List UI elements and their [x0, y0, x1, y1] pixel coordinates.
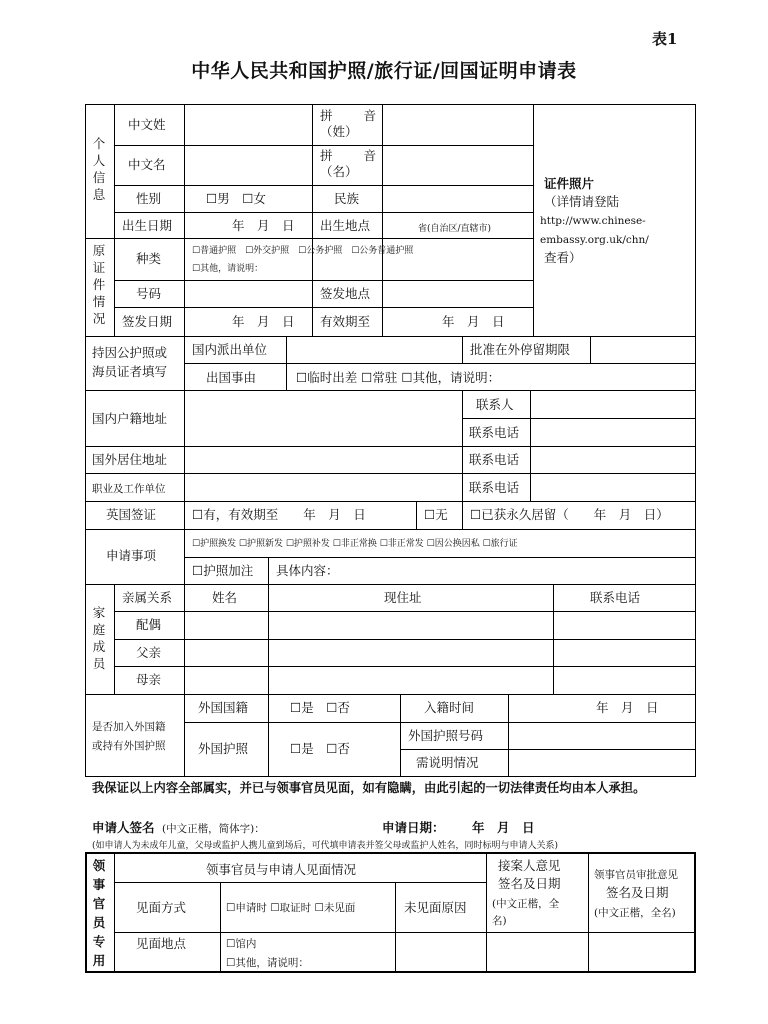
contact-phone-label-2: 联系电话	[469, 452, 520, 467]
receiver-note-2: 名)	[492, 915, 507, 927]
naturalization-date-format[interactable]: 年 月 日	[596, 700, 659, 715]
doc-type-label: 种类	[136, 251, 162, 266]
uk-visa-permanent-option[interactable]: ☐已获永久居留（ 年 月 日）	[470, 507, 669, 522]
given-cn-label: 中文名	[128, 157, 166, 172]
issue-place-label: 签发地点	[320, 286, 371, 301]
official-label-2: 海员证者填写	[92, 364, 168, 379]
signature-label: 申请人签名	[92, 820, 155, 835]
foreign-nationality-options[interactable]: ☐是 ☐否	[290, 700, 350, 715]
doc-type-options[interactable]: ☐普通护照 ☐外交护照 ☐公务护照 ☐公务普通护照	[192, 246, 414, 256]
pinyin-surname-label: 拼 音（姓）	[320, 108, 376, 139]
contact-phone-label-1: 联系电话	[469, 425, 520, 440]
application-options[interactable]: ☐护照换发 ☐护照新发 ☐护照补发 ☐非正常换 ☐非正常发 ☐因公换因私 ☐旅行证	[192, 539, 518, 549]
meeting-place-inside-option[interactable]: ☐馆内	[226, 938, 257, 950]
mother-label: 母亲	[136, 672, 162, 687]
issue-date-format[interactable]: 年 月 日	[232, 314, 295, 329]
approver-signature-label: 签名及日期	[606, 885, 669, 900]
dispatch-unit-label: 国内派出单位	[192, 342, 268, 357]
meeting-method-label: 见面方式	[136, 900, 187, 915]
foreign-passport-no-label: 外国护照号码	[408, 728, 484, 743]
meeting-place-label: 见面地点	[136, 936, 187, 951]
work-unit-label: 职业及工作单位	[92, 483, 166, 495]
birth-date-format[interactable]: 年 月 日	[232, 218, 295, 233]
uk-visa-has-option[interactable]: ☐有，有效期至 年 月 日	[192, 507, 366, 522]
gender-label: 性别	[136, 191, 162, 206]
contact-person-label: 联系人	[476, 397, 514, 412]
endorse-option[interactable]: ☐护照加注	[192, 563, 254, 578]
reason-label: 出国事由	[206, 370, 257, 385]
application-label: 申请事项	[106, 548, 157, 563]
photo-url-2: embassy.org.uk/chn/	[540, 234, 649, 246]
gender-options[interactable]: ☐男 ☐女	[206, 191, 266, 206]
approver-note: (中文正楷，全名)	[594, 907, 676, 919]
birth-place-label: 出生地点	[320, 218, 371, 233]
family-section-label: 家庭成员	[92, 605, 106, 671]
receiver-opinion-label: 接案人意见	[498, 858, 561, 873]
address-header: 现住址	[384, 590, 422, 605]
photo-note-2: 查看）	[544, 250, 582, 265]
foreign-nationality-label: 外国国籍	[198, 700, 249, 715]
personal-section-label: 个人信息	[92, 136, 106, 202]
photo-note-1: （详情请登陆	[544, 194, 620, 209]
photo-title: 证件照片	[544, 176, 595, 191]
table-number: 表1	[652, 30, 678, 48]
doc-type-other[interactable]: ☐其他，请说明：	[192, 264, 264, 274]
phone-header: 联系电话	[590, 590, 641, 605]
minor-note: (如申请人为未成年儿童，父母或监护人携儿童到场后，可代填申请表并签父母或监护人姓名，同时标明与申请人关系)	[92, 841, 559, 851]
form-title: 中华人民共和国护照/旅行证/回国证明申请表	[191, 60, 577, 82]
pinyin-given-label: 拼 音（名）	[320, 148, 376, 179]
foreign-address-label: 国外居住地址	[92, 452, 168, 467]
signature-note: (中文正楷，简体字)：	[162, 823, 265, 835]
ethnicity-label: 民族	[334, 191, 360, 206]
birth-place-format: 省(自治区/直辖市)	[418, 224, 492, 234]
receiver-signature-label: 签名及日期	[498, 876, 561, 891]
application-date-label: 申请日期：	[382, 820, 445, 835]
doc-number-label: 号码	[136, 286, 162, 301]
approver-opinion-label: 领事官员审批意见	[594, 869, 678, 881]
foreign-passport-label: 外国护照	[198, 741, 249, 756]
declaration-text: 我保证以上内容全部属实，并已与领事官员见面，如有隐瞒，由此引起的一切法律责任均由本人承担。	[92, 780, 646, 795]
valid-until-label: 有效期至	[320, 314, 371, 329]
reason-options[interactable]: ☐临时出差 ☐常驻 ☐其他，请说明：	[296, 370, 501, 385]
father-label: 父亲	[136, 645, 162, 660]
no-meet-reason-label: 未见面原因	[404, 900, 467, 915]
foreign-nat-label-1: 是否加入外国籍	[92, 721, 166, 733]
foreign-nat-label-2: 或持有外国护照	[92, 740, 166, 752]
photo-url-1: http://www.chinese-	[540, 215, 646, 227]
application-date-format[interactable]: 年 月 日	[472, 820, 535, 835]
meeting-status-header: 领事官员与申请人见面情况	[206, 862, 357, 877]
name-header: 姓名	[212, 590, 238, 605]
official-label-1: 持因公护照或	[92, 345, 168, 360]
explanation-label: 需说明情况	[416, 755, 479, 770]
naturalization-date-label: 入籍时间	[424, 700, 475, 715]
valid-until-format[interactable]: 年 月 日	[442, 314, 505, 329]
foreign-passport-options[interactable]: ☐是 ☐否	[290, 741, 350, 756]
approved-period-label: 批准在外停留期限	[470, 342, 571, 357]
consular-section-label: 领事官员专用	[92, 858, 106, 968]
receiver-note-1: (中文正楷，全	[492, 898, 560, 910]
relation-header: 亲属关系	[122, 590, 173, 605]
issue-date-label: 签发日期	[122, 314, 173, 329]
birth-date-label: 出生日期	[122, 218, 173, 233]
meeting-method-options[interactable]: ☐申请时 ☐取证时 ☐未见面	[226, 902, 356, 914]
contact-phone-label-3: 联系电话	[469, 480, 520, 495]
domestic-address-label: 国内户籍地址	[92, 411, 168, 426]
meeting-place-other-option[interactable]: ☐其他，请说明：	[226, 957, 309, 969]
original-doc-section-label: 原证件情况	[92, 243, 106, 326]
endorse-details-label: 具体内容：	[276, 563, 339, 578]
spouse-label: 配偶	[136, 617, 162, 632]
uk-visa-label: 英国签证	[106, 507, 157, 522]
uk-visa-none-option[interactable]: ☐无	[424, 507, 448, 522]
surname-cn-label: 中文姓	[128, 117, 166, 132]
